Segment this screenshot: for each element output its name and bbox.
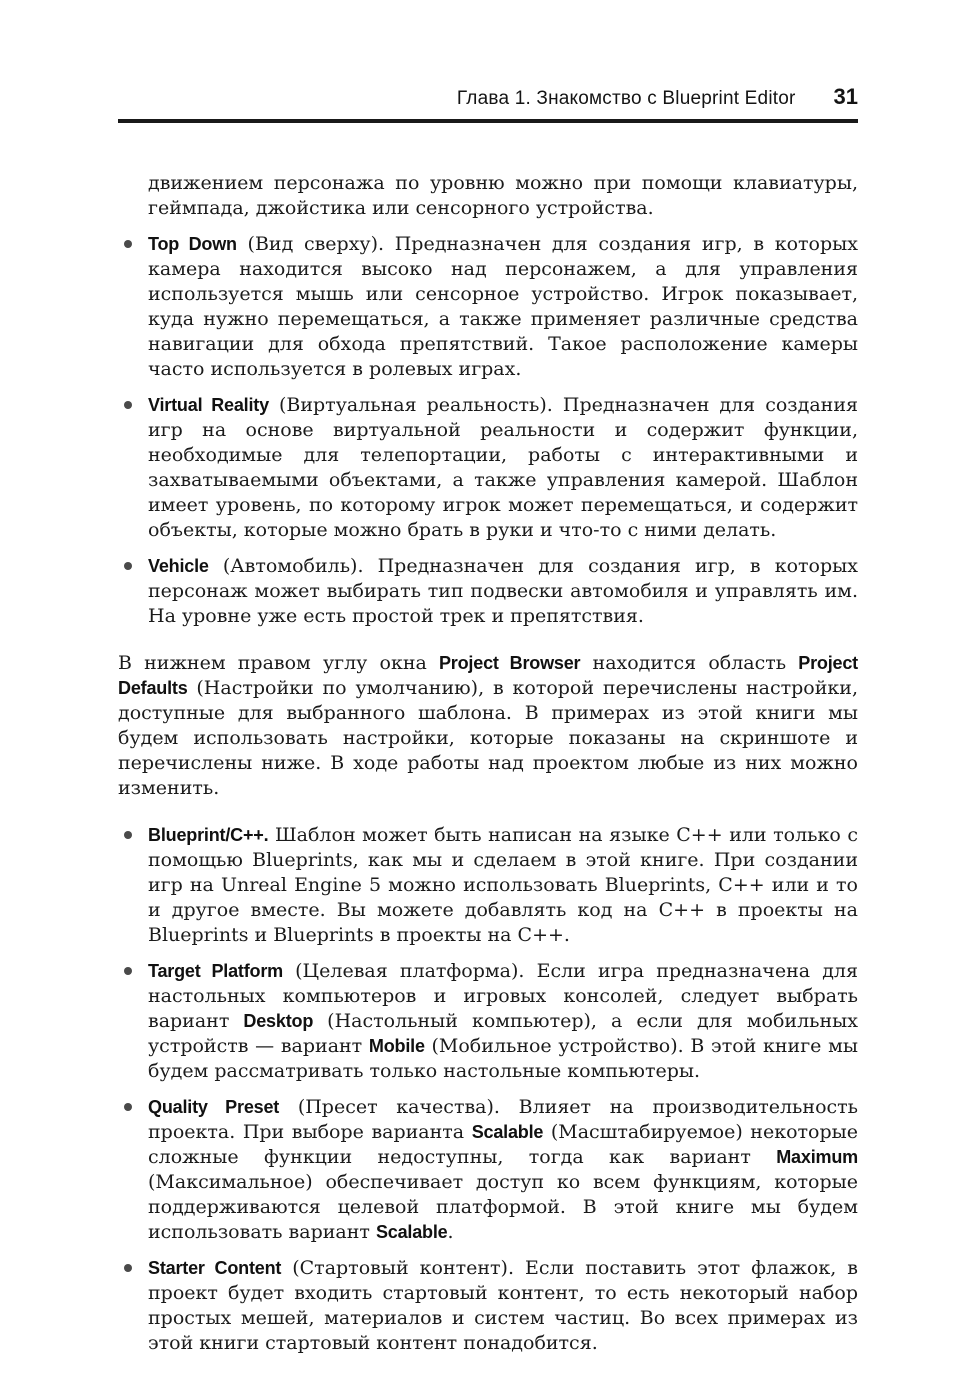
list-item-text (148, 232, 858, 382)
page-header (118, 84, 858, 110)
bullet-icon (118, 959, 148, 1084)
body-text: (Вид сверху). Предназначен для создания игр, в которых камера находится высоко над персонажем, а для управления используется мышь или сенсорное устройство. Игрок показывает, куда нужно перемещаться, а также применяет различные средства навигации для обхода препятствий. Такое расположение камеры часто используется в ролевых играх. (148, 233, 858, 380)
bullet-icon (118, 823, 148, 948)
body-text: (Мобильное устройство). В этой книге мы будем рассматривать только настольные компьютеры. (148, 1035, 858, 1082)
list-item-text (148, 959, 858, 1084)
list-item-text (148, 823, 858, 948)
list-item (118, 554, 858, 629)
bullet-icon (118, 232, 148, 382)
list-item (118, 1256, 858, 1356)
body-text: (Настольный компьютер), а если для мобильных устройств — вариант (148, 1010, 858, 1057)
body-text: . (447, 1221, 454, 1243)
body-text: (Виртуальная реальность). Предназначен для создания игр на основе виртуальной реальности и содержит функции, необходимые для телепортации, работы с интерактивными и захватываемыми объектами, а также управления камерой. Шаблон имеет уровень, по которому игрок может перемещаться, и содержит объекты, которые можно брать в руки и что-то с ними делать. (148, 394, 858, 541)
bullet-icon (118, 1095, 148, 1245)
body-text: (Настройки по умолчанию), в которой перечислены настройки, доступные для выбранного шаблона. В примерах из этой книги мы будем использовать настройки, которые показаны на скриншоте и перечислены ниже. В ходе работы над проектом любые из них можно изменить. (118, 677, 858, 799)
body-text: (Автомобиль). Предназначен для создания игр, в которых персонаж может выбирать тип подвески автомобиля и управлять им. На уровне уже есть простой трек и препятствия. (148, 555, 858, 627)
keyword-text: Blueprint/C++. (148, 825, 269, 845)
list-item-text (148, 1095, 858, 1245)
list-item (118, 1095, 858, 1245)
list-item-text (148, 554, 858, 629)
body-text: движением персонажа по уровню можно при помощи клавиатуры, геймпада, джойстика или сенсорного устройства. (148, 172, 858, 219)
body-text: (Масштабируемое) некоторые сложные функции недоступны, тогда как вариант (148, 1121, 858, 1168)
bullet-icon (118, 393, 148, 543)
keyword-text: Scalable (375, 1222, 448, 1242)
body-text: находится область (580, 652, 799, 674)
bullet-icon (118, 1256, 148, 1356)
keyword-text: Quality Preset (148, 1097, 280, 1117)
list-item (118, 393, 858, 543)
body-text: (Целевая платформа). Если игра предназначена для настольных компьютеров и игровых консолей, следует выбрать вариант (148, 960, 858, 1032)
keyword-text: Starter Content (148, 1258, 282, 1278)
keyword-text: Vehicle (148, 556, 209, 576)
keyword-text: Top Down (148, 234, 237, 254)
paragraph (118, 171, 858, 221)
list-item-text (148, 1256, 858, 1356)
page-content (118, 171, 858, 1356)
keyword-text: Maximum (776, 1147, 858, 1167)
keyword-text: Mobile (368, 1036, 425, 1056)
body-text: В нижнем правом углу окна (118, 652, 439, 674)
list-item-text (148, 393, 858, 543)
body-text: (Пресет качества). Влияет на производительность проекта. При выборе варианта (148, 1096, 859, 1143)
body-text: Шаблон может быть написан на языке C++ или только с помощью Blueprints, как мы и сделаем в этой книге. При создании игр на Unreal Engine 5 можно использовать Blueprints, C++ или и то и другое вместе. Вы можете добавлять код на C++ в проекты на Blueprints и Blueprints в проекты на C++. (148, 824, 858, 946)
body-text: (Максимальное) обеспечивает доступ ко всем функциям, которые поддерживаются целевой платформой. В этой книге мы будем использовать вариант (148, 1171, 858, 1243)
list-item (118, 823, 858, 948)
keyword-text: Project Defaults (118, 653, 858, 698)
keyword-text: Scalable (471, 1122, 544, 1142)
paragraph (118, 651, 858, 801)
list-item (118, 959, 858, 1084)
page-number: 31 (833, 84, 858, 109)
keyword-text: Target Platform (148, 961, 284, 981)
body-text: (Стартовый контент). Если поставить этот флажок, в проект будет входить стартовый контент, то есть некоторый набор простых мешей, материалов и систем частиц. Во всех примерах из этой книги стартовый контент понадобится. (148, 1257, 858, 1354)
bullet-icon (118, 554, 148, 629)
header-rule (118, 119, 858, 123)
list-item (118, 232, 858, 382)
keyword-text: Project Browser (438, 653, 581, 673)
keyword-text: Desktop (243, 1011, 314, 1031)
running-head-chapter-title: Глава 1. Знакомство с Blueprint Editor (456, 88, 796, 109)
keyword-text: Virtual Reality (148, 395, 269, 415)
